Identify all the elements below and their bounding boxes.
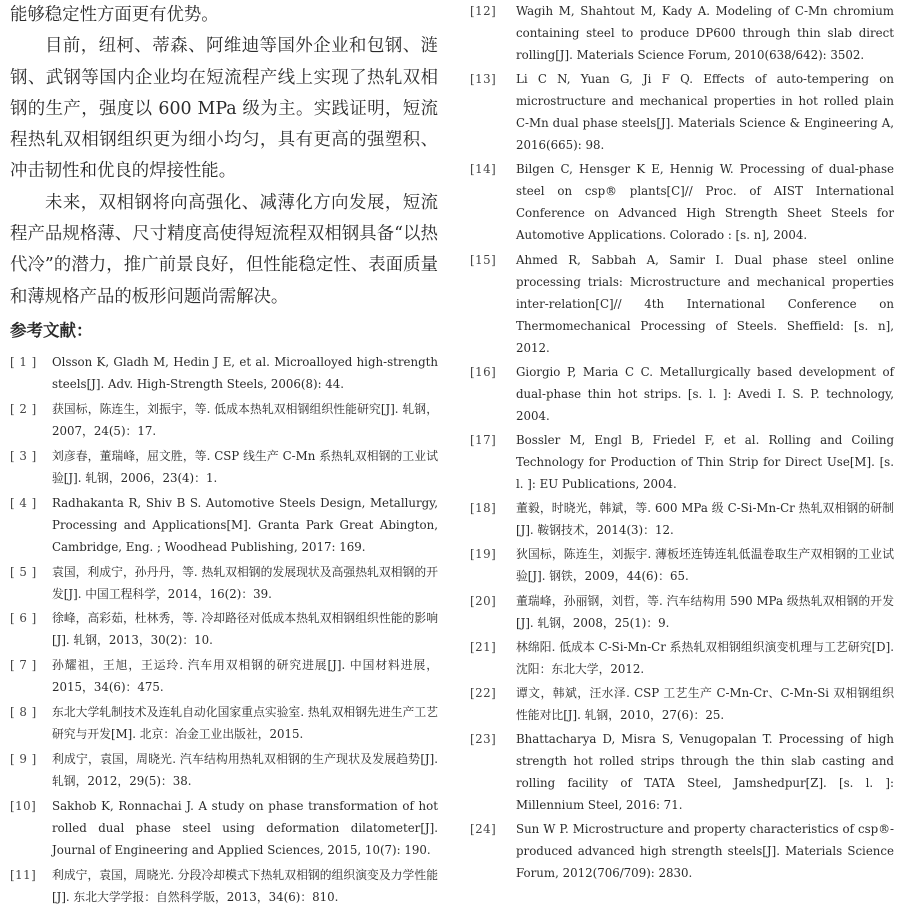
reference-text: Wagih M, Shahtout M, Kady A. Modeling of C-Mn chromium containing steel to produce DP600 through thin slab direct rolling[J]. Materials Science Forum, 2010(638/642): 3502. [516,4,894,62]
reference-text: Olsson K, Gladh M, Hedin J E, et al. Microalloyed high-strength steels[J]. Adv. High-Strength Steels, 2006(8): 44. [52,354,438,391]
body-paragraph: 未来，双相钢将向高强化、减薄化方向发展，短流程产品规格薄、尺寸精度高使得短流程双相钢具备“以热代冷”的潜力，推广前景良好，但性能稳定性、表面质量和薄规格产品的板形问题尚需解决。 [10,192,438,307]
reference-number: [ 6 ] [10,611,37,626]
reference-number: [20] [470,593,497,608]
right-column [470,0,894,886]
reference-number: [14] [470,162,497,177]
reference-number: [19] [470,547,497,562]
reference-entry [470,497,894,541]
reference-text: 徐峰，高彩茹，杜林秀，等. 冷却路径对低成本热轧双相钢组织性能的影响[J]. 轧钢，2013，30(2)：10. [52,611,438,648]
reference-number: [22] [470,685,497,700]
reference-number: [16] [470,364,497,379]
reference-text: 刘彦春，董瑞峰，屈文胜，等. CSP 线生产 C-Mn 系热轧双相钢的工业试验[J]. 轧钢，2006，23(4)：1. [52,448,438,485]
reference-list-left [10,351,438,908]
reference-text: Sun W P. Microstructure and property characteristics of csp®-produced advanced high strength steels[J]. Materials Science Forum, 2012(706/709): 2830. [516,822,894,881]
reference-number: [ 9 ] [10,752,37,767]
reference-entry [470,728,894,816]
reference-entry [10,607,438,651]
reference-number: [17] [470,432,497,447]
reference-entry [10,492,438,558]
reference-entry [470,249,894,359]
reference-text: Bossler M, Engl B, Friedel F, et al. Rolling and Coiling Technology for Production of Thin Strip for Direct Use[M]. [s. l. ]: EU Publications, 2004. [516,432,894,491]
reference-entry [470,543,894,587]
reference-entry [10,795,438,861]
reference-number: [18] [470,501,497,516]
reference-text: Bilgen C, Hensger K E, Hennig W. Processing of dual-phase steel on csp® plants[C]// Proc. of AIST International Conference on Advanced High Strength Sheet Steels for Automotive Applications. Colorado : [s. n], 2004. [516,162,894,243]
reference-list-right [470,0,894,884]
reference-entry [10,701,438,745]
reference-number: [23] [470,732,497,747]
reference-text: Sakhob K, Ronnachai J. A study on phase transformation of hot rolled dual phase steel using deformation dilatometer[J]. Journal of Engineering and Applied Sciences, 2015, 10(7): 190. [52,798,438,857]
reference-number: [11] [10,867,37,882]
reference-number: [ 1 ] [10,354,37,369]
reference-entry [470,0,894,66]
reference-entry [10,748,438,792]
reference-number: [ 3 ] [10,448,37,463]
reference-number: [24] [470,822,497,837]
reference-text: Radhakanta R, Shiv B S. Automotive Steels Design, Metallurgy, Processing and Applications[M]. Granta Park Great Abington, Cambridge, Eng. ; Woodhead Publishing, 2017: 169. [52,495,438,554]
reference-entry [470,158,894,246]
reference-entry [10,398,438,442]
body-paragraph: 能够稳定性方面更有优势。 [10,5,219,25]
reference-text: 袁国，利成宁，孙丹丹，等. 热轧双相钢的发展现状及高强热轧双相钢的开发[J]. 中国工程科学，2014，16(2)：39. [52,564,438,601]
reference-text: 孙耀祖，王旭，王运玲. 汽车用双相钢的研究进展[J]. 中国材料进展，2015，34(6)：475. [52,658,438,695]
reference-number: [15] [470,252,497,267]
reference-entry [470,429,894,495]
reference-entry [10,351,438,395]
reference-number: [12] [470,4,497,18]
reference-text: Giorgio P, Maria C C. Metallurgically based development of dual-phase thin hot strips. [s. l. ]: Avedi I. S. P. technology, 2004. [516,364,894,423]
body-paragraph: 目前，纽柯、蒂森、阿维迪等国外企业和包钢、涟钢、武钢等国内企业均在短流程产线上实现了热轧双相钢的生产，强度以 600 MPa 级为主。实践证明，短流程热轧双相钢组织更为细小均匀，具有更高的强塑积、冲击韧性和优良的焊接性能。 [10,36,438,182]
reference-entry [10,864,438,908]
reference-entry [10,654,438,698]
reference-entry [470,68,894,156]
reference-text: 董瑞峰，孙丽钢，刘哲，等. 汽车结构用 590 MPa 级热轧双相钢的开发[J]. 轧钢，2008，25(1)：9. [516,593,894,630]
reference-text: Ahmed R, Sabbah A, Samir I. Dual phase steel online processing trials: Microstructure and mechanical properties inter-relation[C]// 4th International Conference on Thermomechanical Processing of Steels. Sheffield: [s. n], 2012. [516,252,894,355]
reference-number: [ 5 ] [10,564,37,579]
reference-text: 东北大学轧制技术及连轧自动化国家重点实验室. 热轧双相钢先进生产工艺研究与开发[M]. 北京：冶金工业出版社，2015. [52,705,438,742]
reference-text: 谭文，韩斌，汪水泽. CSP 工艺生产 C-Mn-Cr、C-Mn-Si 双相钢组织性能对比[J]. 轧钢，2010，27(6)：25. [516,685,894,722]
reference-number: [21] [470,639,497,654]
reference-entry [470,818,894,884]
reference-number: [ 8 ] [10,705,37,720]
reference-number: [13] [470,72,497,87]
reference-text: Bhattacharya D, Misra S, Venugopalan T. Processing of high strength hot rolled strips through the thin slab casting and rolling facility of TATA Steel, Jamshedpur[Z]. [s. l. ]: Millennium Steel, 2016: 71. [516,732,894,813]
reference-text: 利成宁，袁国，周晓光. 汽车结构用热轧双相钢的生产现状及发展趋势[J]. 轧钢，2012，29(5)：38. [52,752,438,789]
reference-entry [10,561,438,605]
reference-number: [ 2 ] [10,401,37,416]
reference-text: 狄国标，陈连生，刘振宇. 薄板坯连铸连轧低温卷取生产双相钢的工业试验[J]. 钢铁，2009，44(6)：65. [516,547,894,584]
left-column [10,0,438,911]
references-heading: 参考文献： [10,320,93,340]
reference-text: 获国标，陈连生，刘振宇，等. 低成本热轧双相钢组织性能研究[J]. 轧钢，2007，24(5)：17. [52,401,438,438]
reference-number: [10] [10,798,37,813]
reference-entry [470,682,894,726]
reference-number: [ 7 ] [10,658,37,673]
reference-entry [470,590,894,634]
reference-number: [ 4 ] [10,495,37,510]
reference-text: 利成宁，袁国，周晓光. 分段冷却模式下热轧双相钢的组织演变及力学性能[J]. 东北大学学报：自然科学版，2013，34(6)：810. [52,867,438,904]
reference-text: Li C N, Yuan G, Ji F Q. Effects of auto-tempering on microstructure and mechanical properties in hot rolled plain C-Mn dual phase steels[J]. Materials Science & Engineering A, 2016(665): 98. [516,72,894,153]
reference-text: 林绵阳. 低成本 C-Si-Mn-Cr 系热轧双相钢组织演变机理与工艺研究[D]. 沈阳：东北大学，2012. [516,639,894,676]
reference-entry [470,636,894,680]
reference-text: 董毅，时晓光，韩斌，等. 600 MPa 级 C-Si-Mn-Cr 热轧双相钢的研制[J]. 鞍钢技术，2014(3)：12. [516,501,894,538]
reference-entry [470,361,894,427]
reference-entry [10,445,438,489]
